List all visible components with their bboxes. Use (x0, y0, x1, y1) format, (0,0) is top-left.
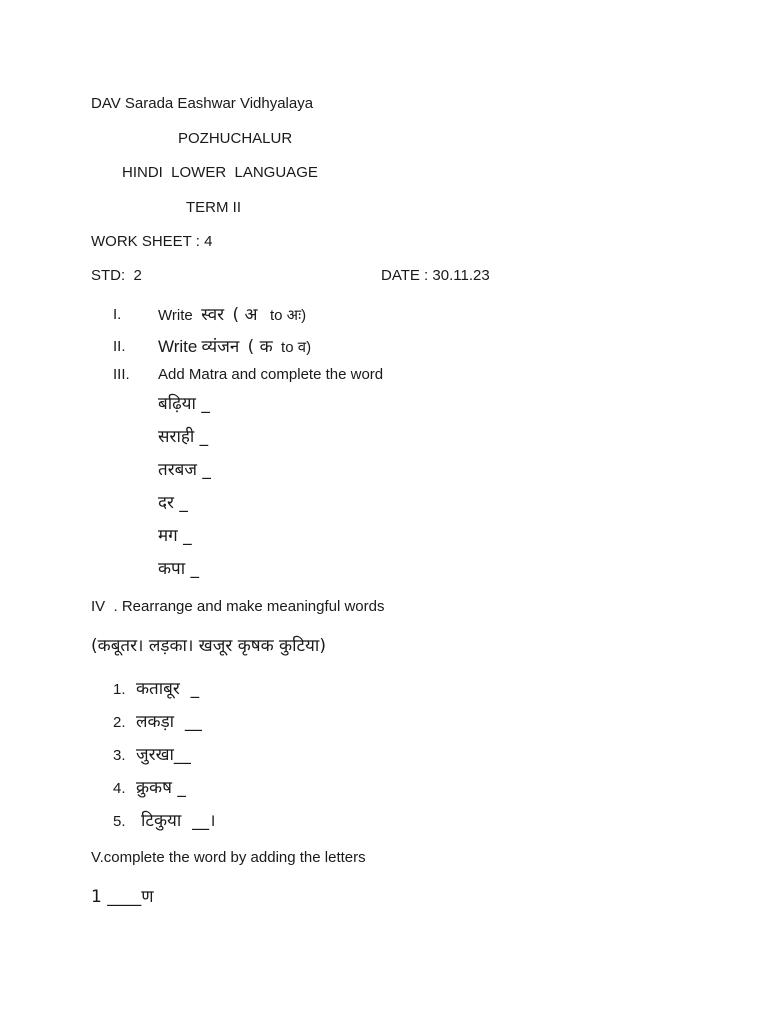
section-5-title: V.complete the word by adding the letters (91, 849, 366, 866)
rearrange-number-3: 3. (113, 747, 126, 764)
rearrange-number-1: 1. (113, 681, 126, 698)
section-1-hindi: स्वर (201, 305, 225, 325)
section-2-text-b: ( क (247, 337, 273, 357)
section-2-text-c: to व) (281, 339, 312, 356)
section-2-number: II. (113, 338, 126, 355)
matra-word-5: मग _ (158, 526, 192, 546)
subject-title: HINDI LOWER LANGUAGE (122, 164, 318, 181)
rearrange-word-2: लकड़ा __ (136, 712, 202, 732)
section-4-hint: (कबूतर। लड़का। खजूर कृषक कुटिया) (91, 636, 326, 656)
std-label: STD: 2 (91, 267, 142, 284)
section-1-text-a: Write (158, 307, 193, 324)
rearrange-number-4: 4. (113, 780, 126, 797)
section-3-title: Add Matra and complete the word (158, 366, 384, 383)
matra-word-4: दर _ (158, 493, 188, 513)
rearrange-word-1: कताबूर _ (136, 679, 200, 699)
rearrange-word-5: टिकुया __। (141, 811, 216, 831)
section-3-number: III. (113, 366, 130, 383)
matra-word-3: तरबज _ (158, 460, 211, 480)
term-label: TERM II (186, 199, 241, 216)
section-1-number: I. (113, 306, 122, 323)
section-4-title: IV . Rearrange and make meaningful words (91, 598, 385, 615)
rearrange-word-3: जुरखा__ (136, 745, 191, 765)
section-2-question (158, 337, 311, 358)
rearrange-word-4: क्रुकष _ (136, 778, 186, 798)
school-place: POZHUCHALUR (178, 130, 293, 147)
date-label: DATE : 30.11.23 (381, 267, 490, 284)
matra-word-2: सराही _ (158, 427, 209, 447)
section-1-text-c: to अः) (270, 307, 307, 324)
section-1-question (158, 305, 306, 326)
matra-word-1: बढ़िया _ (158, 394, 210, 414)
rearrange-number-2: 2. (113, 714, 126, 731)
section-2-text-a: Write (158, 337, 198, 356)
school-name: DAV Sarada Eashwar Vidhyalaya (91, 95, 314, 112)
worksheet-label: WORK SHEET : 4 (91, 233, 213, 250)
complete-word-1: 1 ____ण (91, 887, 154, 907)
section-1-text-b: ( अ (232, 305, 258, 325)
matra-word-6: कपा _ (158, 559, 200, 579)
rearrange-number-5: 5. (113, 813, 126, 830)
section-2-hindi: व्यंजन (201, 337, 240, 357)
